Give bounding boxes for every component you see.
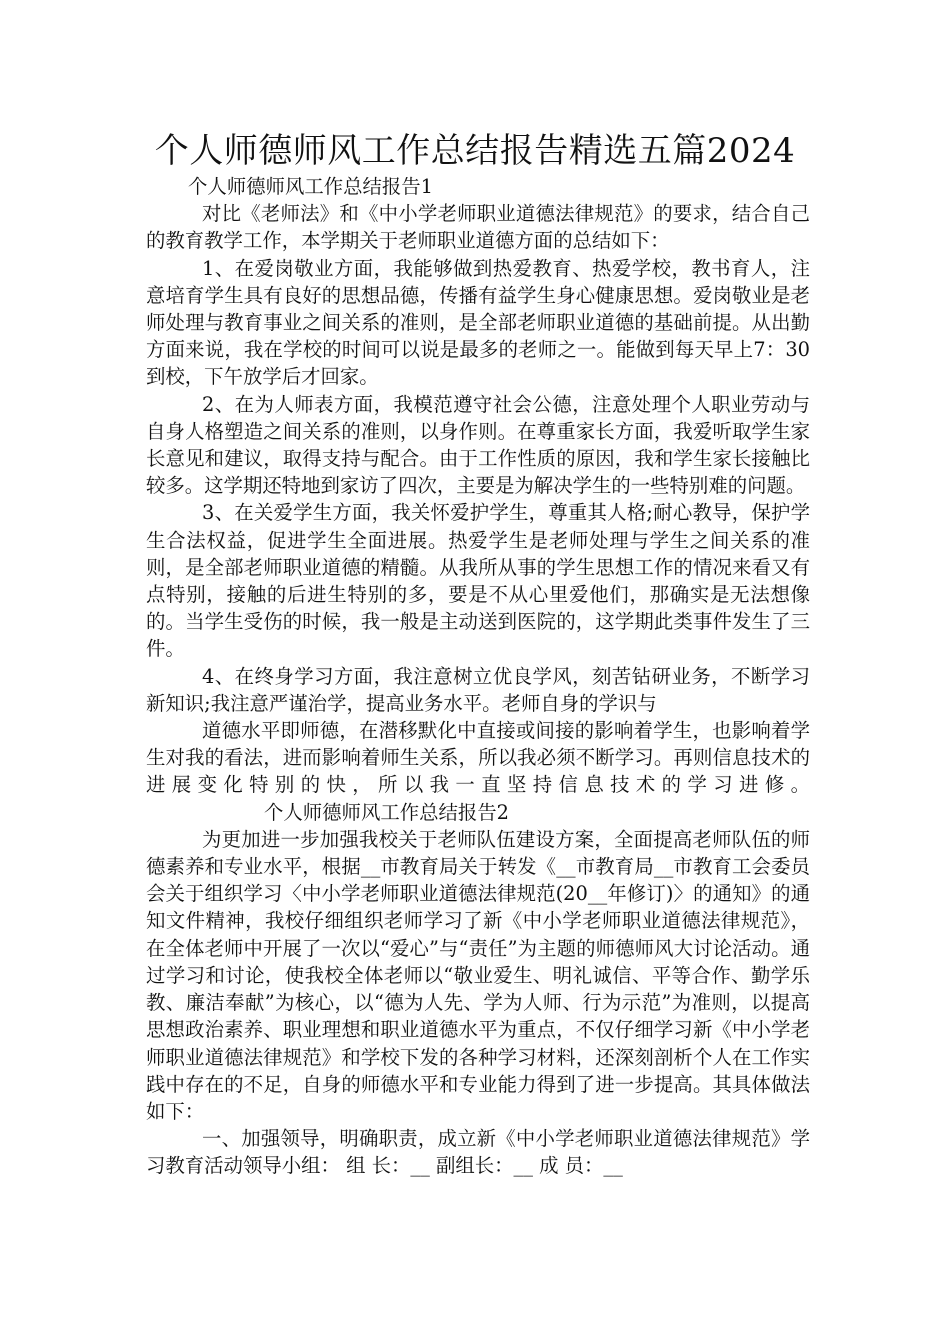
document-body xyxy=(146,173,810,1180)
report1-heading: 个人师德师风工作总结报告1 xyxy=(188,175,434,198)
report1-item-2: 2、在为人师表方面，我模范遵守社会公德，注意处理个人职业劳动与自身人格塑造之间关系的准则，以身作则。在尊重家长方面，我爱听取学生家长意见和建议，取得支持与配合。由于工作性质的原因，我和学生家长接触比较多。这学期还特地到家访了四次，主要是为解决学生的一些特别难的问题。 xyxy=(146,392,810,498)
document-title: 个人师德师风工作总结报告精选五篇2024 xyxy=(154,131,796,171)
report2-heading: 个人师德师风工作总结报告2 xyxy=(264,800,510,824)
report1-item-4: 4、在终身学习方面，我注意树立优良学风，刻苦钻研业务，不断学习新知识;我注意严谨治学，提高业务水平。老师自身的学识与 xyxy=(146,664,810,715)
report1-continuation xyxy=(146,717,810,826)
report1-item-3: 3、在关爱学生方面，我关怀爱护学生，尊重其人格;耐心教导，保护学生合法权益，促进学生全面进展。热爱学生是老师处理与学生之间关系的准则，是全部老师职业道德的精髓。从我所从事的学生思想工作的情况来看又有点特别，接触的后进生特别的多，要是不从心里爱他们，那确实是无法想像的。当学生受伤的时候，我一般是主动送到医院的，这学期此类事件发生了三件。 xyxy=(146,501,810,661)
report1-intro: 对比《老师法》和《中小学老师职业道德法律规范》的要求，结合自己的教育教学工作，本学期关于老师职业道德方面的总结如下： xyxy=(146,202,810,253)
report1-continuation-text: 道德水平即师德，在潜移默化中直接或间接的影响着学生，也影响着学生对我的看法，进而影响着师生关系，所以我必须不断学习。再则信息技术的进展变化特别的快，所以我一直坚持信息技术的学习进修。 xyxy=(146,719,810,797)
report2-paragraph-2: 一、加强领导，明确职责，成立新《中小学老师职业道德法律规范》学习教育活动领导小组： 组 长：__ 副组长：__ 成 员：__ xyxy=(146,1127,810,1178)
report1-item-1: 1、在爱岗敬业方面，我能够做到热爱教育、热爱学校，教书育人，注意培育学生具有良好的思想品德，传播有益学生身心健康思想。爱岗敬业是老师处理与教育事业之间关系的准则，是全部老师职业道德的基础前提。从出勤方面来说，我在学校的时间可以说是最多的老师之一。能做到每天早上7：30到校，下午放学后才回家。 xyxy=(146,256,810,389)
report2-paragraph-1: 为更加进一步加强我校关于老师队伍建设方案，全面提高老师队伍的师德素养和专业水平，根据__市教育局关于转发《__市教育局__市教育工会委员会关于组织学习〈中小学老师职业道德法律规范(20__年修订)〉的通知》的通知文件精神，我校仔细组织老师学习了新《中小学老师职业道德法律规范》，在全体老师中开展了一次以“爱心”与“责任”为主题的师德师风大讨论活动。通过学习和讨论，使我校全体老师以“敬业爱生、明礼诚信、平等合作、勤学乐教、廉洁奉献”为核心，以“德为人先、学为人师、行为示范”为准则，以提高思想政治素养、职业理想和职业道德水平为重点，不仅仔细学习新《中小学老师职业道德法律规范》和学校下发的各种学习材料，还深刻剖析个人在工作实践中存在的不足，自身的师德水平和专业能力得到了进一步提高。其具体做法如下： xyxy=(146,827,810,1123)
